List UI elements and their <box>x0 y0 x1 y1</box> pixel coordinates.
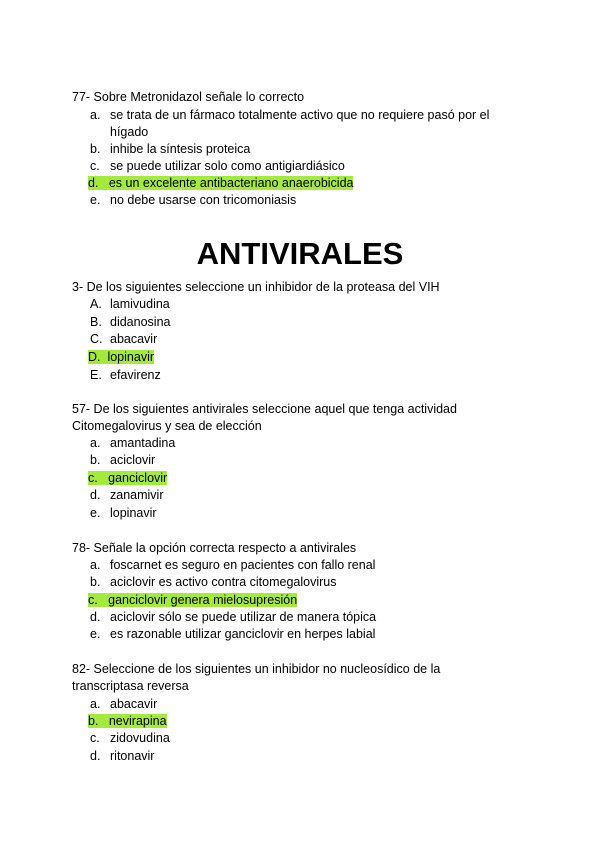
option-marker: a. <box>90 697 101 711</box>
option-marker: b. <box>90 142 101 156</box>
option-text: no debe usarse con tricomoniasis <box>110 193 297 207</box>
option-text: aciclovir sólo se puede utilizar de manera tópica <box>110 610 377 624</box>
option-marker: a. <box>90 108 101 122</box>
correct-answer <box>88 593 297 607</box>
option-text: foscarnet es seguro en pacientes con fallo renal <box>110 558 376 572</box>
question-stem: 78- Señale la opción correcta respecto a antivirales <box>72 541 357 555</box>
option-text: aciclovir <box>110 453 156 467</box>
correct-answer <box>88 350 154 364</box>
option-text: abacavir <box>110 332 158 346</box>
option-text: lopinavir <box>110 506 157 520</box>
option-marker: d. <box>90 488 101 502</box>
option-text: se puede utilizar solo como antigiardiásico <box>110 159 345 173</box>
section-heading: ANTIVIRALES <box>196 236 404 271</box>
option-marker: a. <box>90 436 101 450</box>
option-marker: c. <box>88 471 98 485</box>
option-text: nevirapina <box>108 714 167 728</box>
option-text: amantadina <box>110 436 176 450</box>
option-marker: d. <box>88 176 99 190</box>
option-text: inhibe la síntesis proteica <box>110 142 251 156</box>
question-stem: 77- Sobre Metronidazol señale lo correcto <box>72 90 305 104</box>
option-marker: B. <box>90 315 102 329</box>
option-marker: d. <box>90 749 101 763</box>
question-stem-continuation: transcriptasa reversa <box>72 679 189 693</box>
option-text: ganciclovir genera mielosupresión <box>108 593 298 607</box>
option-marker: C. <box>90 332 103 346</box>
correct-answer <box>88 471 167 485</box>
option-text: ganciclovir <box>108 471 168 485</box>
option-text: didanosina <box>110 315 171 329</box>
option-marker: e. <box>90 506 101 520</box>
option-text: zidovudina <box>110 731 170 745</box>
option-marker: E. <box>90 368 102 382</box>
option-marker: b. <box>88 714 99 728</box>
option-marker: D. <box>88 350 101 364</box>
option-text: ritonavir <box>110 749 155 763</box>
option-marker: c. <box>88 593 98 607</box>
option-marker: c. <box>90 159 100 173</box>
option-marker: e. <box>90 193 101 207</box>
option-text: abacavir <box>110 697 158 711</box>
option-text: lamivudina <box>110 297 170 311</box>
option-text: es razonable utilizar ganciclovir en herpes labial <box>110 627 376 641</box>
option-text: lopinavir <box>107 350 155 364</box>
option-text: aciclovir es activo contra citomegalovirus <box>110 575 337 589</box>
question-stem: 3- De los siguientes seleccione un inhibidor de la proteasa del VIH <box>72 280 440 294</box>
option-text: se trata de un fármaco totalmente activo que no requiere pasó por el <box>110 108 490 122</box>
option-text: efavirenz <box>110 368 161 382</box>
question-stem-continuation: Citomegalovirus y sea de elección <box>72 419 262 433</box>
question-stem: 82- Seleccione de los siguientes un inhibidor no nucleosídico de la <box>72 662 441 676</box>
option-marker: b. <box>90 575 101 589</box>
option-marker: c. <box>90 731 100 745</box>
option-marker: d. <box>90 610 101 624</box>
correct-answer <box>88 176 353 190</box>
option-marker: e. <box>90 627 101 641</box>
option-marker: b. <box>90 453 101 467</box>
option-marker: A. <box>90 297 102 311</box>
option-text: zanamivir <box>110 488 164 502</box>
option-text-continuation: hígado <box>110 125 149 139</box>
option-marker: a. <box>90 558 101 572</box>
option-text: es un excelente antibacteriano anaerobicida <box>108 176 354 190</box>
question-stem: 57- De los siguientes antivirales seleccione aquel que tenga actividad <box>72 402 457 416</box>
correct-answer <box>88 714 167 728</box>
